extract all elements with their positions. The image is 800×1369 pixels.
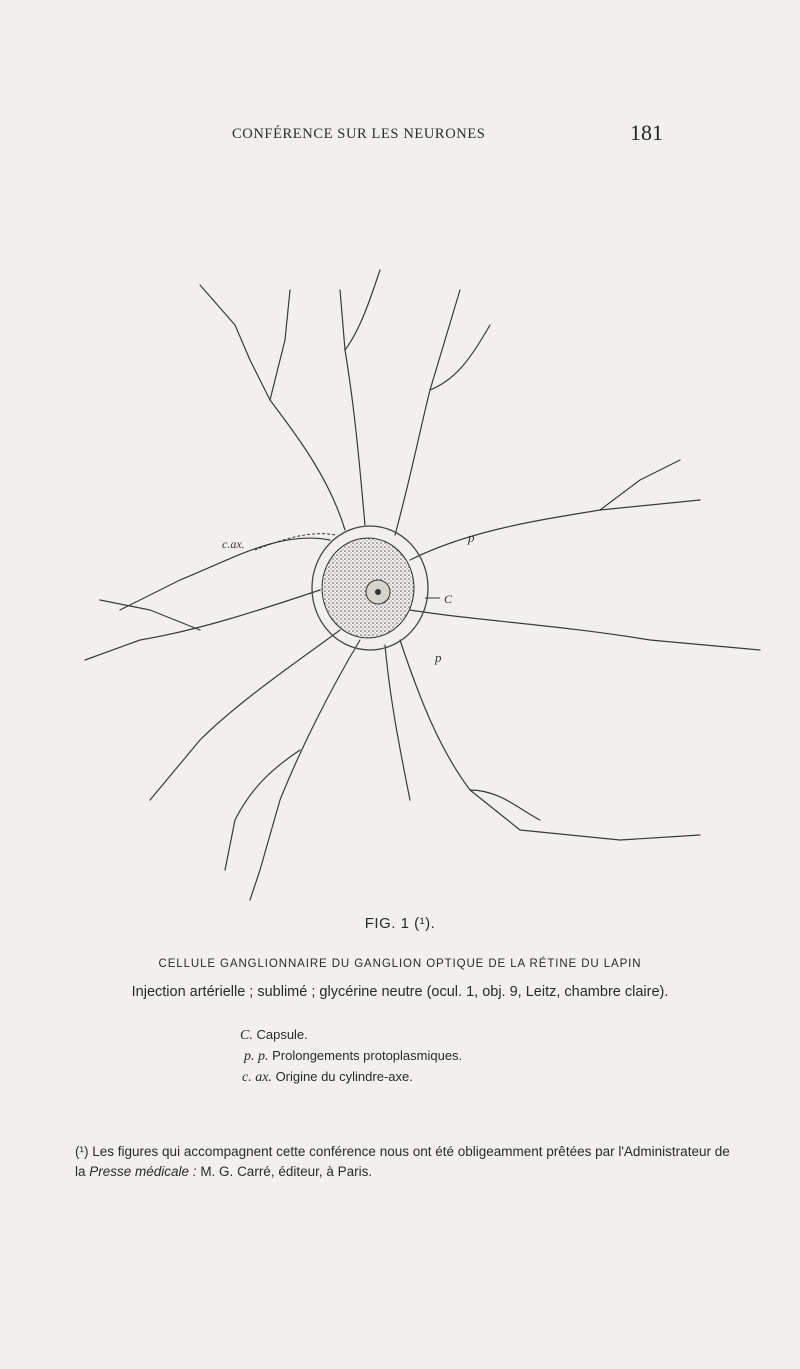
dendrite-upper [340, 290, 365, 525]
figure-subtitle: Injection artérielle ; sublimé ; glycérine neutre (ocul. 1, obj. 9, Leitz, chambre claire). [131, 984, 669, 1000]
dendrite-right [410, 500, 700, 560]
running-head: CONFÉRENCE SUR LES NEURONES [232, 126, 486, 142]
label-c: C [444, 592, 453, 606]
dendrite-lower-right-branch [470, 790, 540, 820]
dendrite-right-lower [410, 610, 760, 650]
dendrite-upper-left-branch [270, 290, 290, 400]
dendrite-left-branch [100, 600, 200, 630]
page-number: 181 [630, 120, 663, 145]
dendrite-lower-left-3 [150, 630, 340, 800]
nucleolus [375, 589, 381, 595]
footnote: (¹) Les figures qui accompagnent cette conférence nous ont été obligeamment prêtées par l'Administrateur de la Presse médicale : M. G. Carré, éditeur, à Paris. [75, 1144, 730, 1179]
dendrite-upper-right [395, 290, 460, 535]
label-p-top: p [468, 530, 475, 545]
dendrite-lower [385, 645, 410, 800]
legend-item: p. p. Prolongements protoplasmiques. [244, 1048, 463, 1064]
dendrite-lower-left [250, 640, 360, 900]
neuron-figure [0, 230, 800, 910]
dendrite-upper-branch [345, 270, 380, 350]
label-p-bottom: p [435, 650, 442, 665]
label-cax: c.ax. [222, 537, 245, 551]
dendrite-right-branch [600, 460, 680, 510]
dendrite-left [85, 590, 320, 660]
dendrite-branches [85, 270, 760, 900]
legend-item: c. ax. Origine du cylindre-axe. [242, 1069, 413, 1085]
dendrite-lower-left-2 [225, 750, 300, 870]
figure-legend [240, 1025, 462, 1088]
figure-title: CELLULE GANGLIONNAIRE DU GANGLION OPTIQUE DE LA RÉTINE DU LAPIN [158, 958, 642, 970]
legend-item: C. Capsule. [240, 1027, 308, 1043]
dendrite-lower-right [400, 640, 700, 840]
dendrite-upper-left [200, 285, 345, 530]
dendrite-upper-right-2 [430, 325, 490, 390]
figure-number: FIG. 1 (¹). [364, 915, 436, 932]
axon-origin [255, 534, 335, 550]
